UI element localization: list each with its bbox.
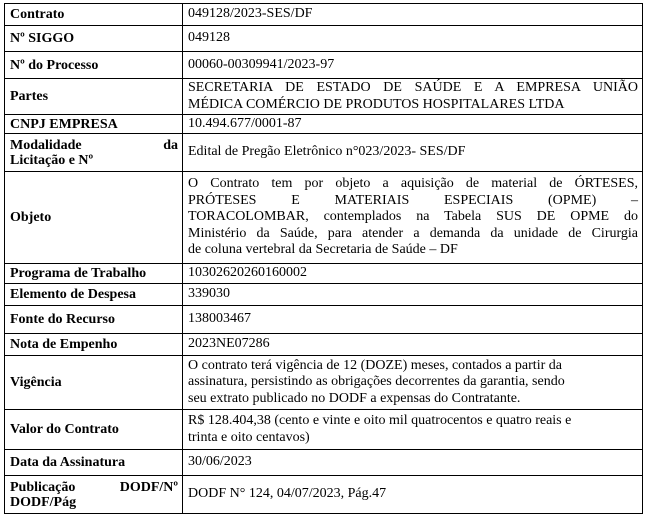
label-empenho: Nota de Empenho: [5, 334, 183, 356]
row-valor: [5, 410, 643, 450]
row-processo: [5, 52, 643, 79]
label-programa: Programa de Trabalho: [5, 264, 183, 284]
row-empenho: [5, 334, 643, 356]
vigencia-line: seu extrato publicado no DODF a expensas do Contratante.: [188, 390, 521, 406]
value-cnpj: 10.494.677/0001-87: [183, 115, 643, 134]
label-cnpj: CNPJ EMPRESA: [5, 115, 183, 134]
value-processo: 00060-00309941/2023-97: [183, 52, 643, 79]
label-modalidade: [5, 134, 183, 172]
value-fonte: 138003467: [183, 306, 643, 334]
row-objeto: [5, 172, 643, 264]
value-programa: 10302620260160002: [183, 264, 643, 284]
value-publicacao: DODF N° 124, 04/07/2023, Pág.47: [183, 476, 643, 514]
valor-line: trinta e oito centavos): [188, 429, 310, 445]
value-vigencia: [183, 356, 643, 410]
partes-line: SECRETARIA DE ESTADO DE SAÚDE E A EMPRESA UNIÃO: [188, 80, 638, 95]
label-vigencia: Vigência: [5, 356, 183, 410]
label-publicacao-word: Publicação: [10, 479, 76, 495]
row-modalidade: [5, 134, 643, 172]
label-modalidade-word: Modalidade: [10, 137, 82, 153]
row-vigencia: [5, 356, 643, 410]
label-assinatura: Data da Assinatura: [5, 450, 183, 476]
label-publicacao-line2: DODF/Pág: [10, 494, 77, 510]
label-partes: Partes: [5, 79, 183, 115]
row-elemento: [5, 284, 643, 306]
objeto-line: TORACOLOMBAR, contemplados na Tabela SUS DE OPME do: [188, 209, 638, 225]
label-modalidade-line2: Licitação e Nº: [10, 152, 94, 168]
value-partes: [183, 79, 643, 115]
row-fonte: [5, 306, 643, 334]
value-elemento: 339030: [183, 284, 643, 306]
label-publicacao-word: DODF/Nº: [119, 479, 178, 495]
value-modalidade: Edital de Pregão Eletrônico n°023/2023- SES/DF: [183, 134, 643, 172]
objeto-line: Ministério da Saúde, para atender a demanda da unidade de Cirurgia: [188, 225, 638, 241]
row-siggo: [5, 26, 643, 52]
label-publicacao: [5, 476, 183, 514]
label-fonte: Fonte do Recurso: [5, 306, 183, 334]
vigencia-line: assinatura, persistindo as obrigações decorrentes da garantia, sendo: [188, 374, 565, 390]
row-assinatura: [5, 450, 643, 476]
vigencia-line: O contrato terá vigência de 12 (DOZE) meses, contados a partir da: [188, 357, 562, 373]
objeto-line: PRÓTESES E MATERIAIS ESPECIAIS (OPME) –: [188, 192, 638, 208]
value-contrato: 049128/2023-SES/DF: [183, 4, 643, 26]
contract-extract-table: [4, 3, 643, 514]
label-processo: Nº do Processo: [5, 52, 183, 79]
value-siggo: 049128: [183, 26, 643, 52]
valor-line: R$ 128.404,38 (cento e vinte e oito mil quatrocentos e quatro reais e: [188, 413, 572, 428]
value-objeto: [183, 172, 643, 264]
row-contrato: [5, 4, 643, 26]
row-cnpj: [5, 115, 643, 134]
row-programa: [5, 264, 643, 284]
label-elemento: Elemento de Despesa: [5, 284, 183, 306]
row-partes: [5, 79, 643, 115]
objeto-line: de coluna vertebral da Secretaria de Saúde – DF: [188, 242, 458, 258]
label-valor: Valor do Contrato: [5, 410, 183, 450]
label-contrato: Contrato: [5, 4, 183, 26]
partes-line: MÉDICA COMÉRCIO DE PRODUTOS HOSPITALARES LTDA: [188, 96, 565, 112]
label-modalidade-word: da: [163, 137, 178, 153]
value-valor: [183, 410, 643, 450]
value-empenho: 2023NE07286: [183, 334, 643, 356]
objeto-line: O Contrato tem por objeto a aquisição de material de ÓRTESES,: [188, 176, 638, 192]
value-assinatura: 30/06/2023: [183, 450, 643, 476]
label-objeto: Objeto: [5, 172, 183, 264]
label-siggo: Nº SIGGO: [5, 26, 183, 52]
row-publicacao: [5, 476, 643, 514]
